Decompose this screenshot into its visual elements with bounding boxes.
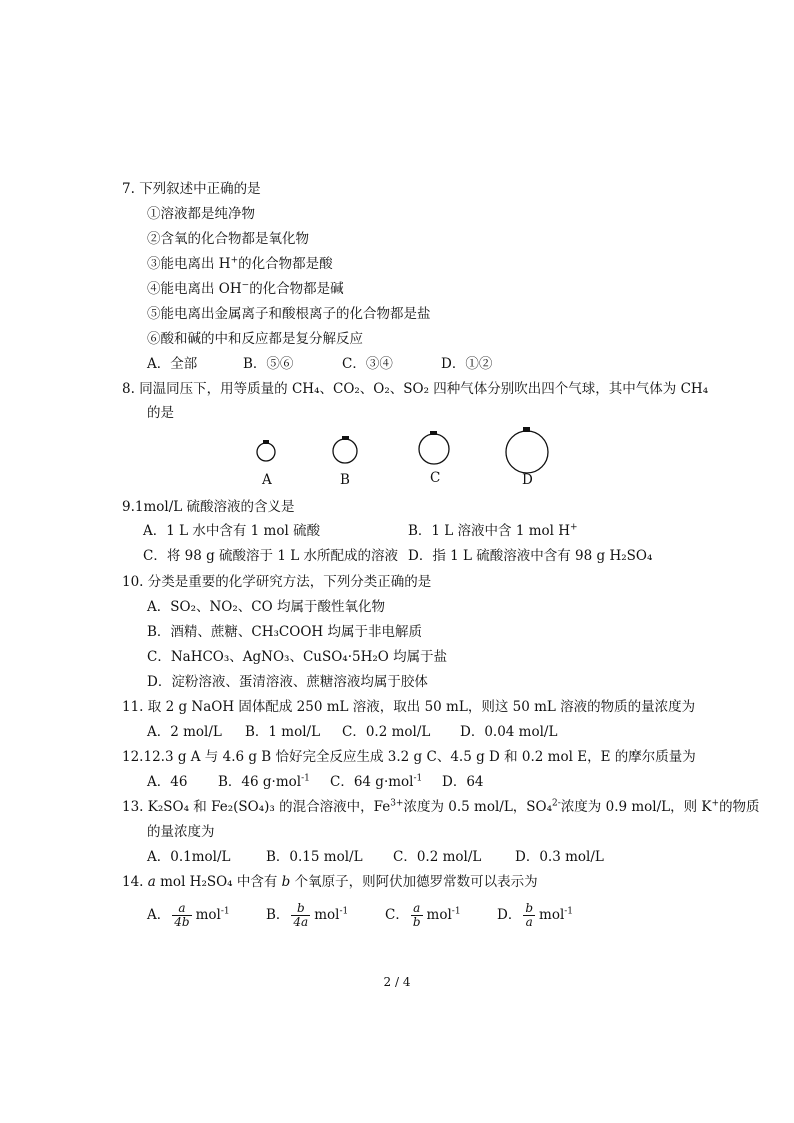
q14-fraction-b: $\frac{b}{4a}$ [293, 901, 309, 929]
q10-option-d: D．淀粉溶液、蛋清溶液、蔗糖溶液均属于胶体 [147, 674, 428, 690]
q10-option-a: A．SO₂、NO₂、CO 均属于酸性氧化物 [147, 599, 385, 615]
q8-stem-line2: 的是 [147, 405, 174, 421]
q13-option-a: A．0.1mol/L [147, 849, 231, 865]
q13-option-c: C．0.2 mol/L [393, 849, 482, 865]
q7-option-c: C．③④ [342, 356, 393, 372]
q11-option-c: C．0.2 mol/L [342, 724, 431, 740]
q7-option-a: A．全部 [147, 356, 198, 372]
balloon-a [257, 440, 275, 461]
q14-stem: 14. a mol H₂SO₄ 中含有 b 个氧原子，则阿伏加德罗常数可以表示为 [122, 874, 538, 890]
q7-statement-2: ②含氧的化合物都是氧化物 [147, 231, 309, 247]
q8-label-c: C [430, 470, 441, 486]
q8-stem-line1: 8. 同温同压下，用等质量的 CH₄、CO₂、O₂、SO₂ 四种气体分别吹出四个气球，其中气体为 CH₄ [122, 381, 709, 397]
balloon-c [419, 431, 449, 464]
q9-option-a: A．1 L 水中含有 1 mol 硫酸 [143, 523, 321, 539]
q14-fraction-c: $\frac{a}{b}$ [412, 901, 421, 929]
q12-option-d: D．64 [442, 774, 484, 790]
q11-stem: 11. 取 2 g NaOH 固体配成 250 mL 溶液，取出 50 mL，则这 50 mL 溶液的物质的量浓度为 [122, 699, 696, 715]
q14-option-b: B． $\frac{b}{4a}$ mol$^{-1}$ [266, 901, 349, 929]
q8-label-a: A [262, 472, 272, 488]
q11-option-b: B．1 mol/L [245, 724, 321, 740]
q12-option-c: C．64 g·mol$^{-1}$ [330, 773, 423, 790]
q10-option-b: B．酒精、蔗糖、CH₃COOH 均属于非电解质 [147, 624, 422, 640]
q7-statement-4: ④能电离出 OH−的化合物都是碱 [147, 280, 344, 297]
q12-option-a: A．46 [147, 774, 188, 790]
q10-stem: 10. 分类是重要的化学研究方法，下列分类正确的是 [122, 574, 432, 590]
q7-statement-6: ⑥酸和碱的中和反应都是复分解反应 [147, 331, 363, 347]
q11-option-d: D．0.04 mol/L [460, 724, 558, 740]
balloon-b [333, 436, 357, 463]
q14-option-a: A． $\frac{a}{4b}$ mol$^{-1}$ [147, 901, 230, 929]
q8-balloon-figure [250, 425, 550, 495]
q8-label-b: B [340, 472, 350, 488]
q8-label-d: D [522, 472, 533, 488]
q7-statement-1: ①溶液都是纯净物 [147, 206, 255, 222]
q9-stem: 9.1mol/L 硫酸溶液的含义是 [122, 499, 295, 515]
q7-statement-5: ⑤能电离出金属离子和酸根离子的化合物都是盐 [147, 306, 431, 322]
q13-stem-line1: 13. K₂SO₄ 和 Fe₂(SO₄)₃ 的混合溶液中，$Fe^{3+}$浓度为 0.5 mol/L，SO₄$^{2-}$浓度为 0.9 mol/L，则 K+的物质 [122, 798, 760, 815]
q7-statement-3: ③能电离出 H+的化合物都是酸 [147, 255, 333, 272]
q13-stem-line2: 的量浓度为 [147, 824, 215, 840]
balloon-d [506, 427, 548, 473]
q9-option-b: B．1 L 溶液中含 1 mol H+ [408, 522, 578, 539]
q12-stem: 12.12.3 g A 与 4.6 g B 恰好完全反应生成 3.2 g C、4.5 g D 和 0.2 mol E，E 的摩尔质量为 [122, 749, 696, 765]
q13-option-b: B．0.15 mol/L [266, 849, 363, 865]
q14-option-d: D． $\frac{b}{a}$ mol$^{-1}$ [497, 901, 574, 929]
q9-option-d: D．指 1 L 硫酸溶液中含有 98 g H₂SO₄ [408, 548, 653, 564]
q14-fraction-a: $\frac{a}{4b}$ [174, 901, 190, 929]
q7-stem: 7. 下列叙述中正确的是 [122, 181, 261, 197]
q10-option-c: C．NaHCO₃、AgNO₃、CuSO₄·5H₂O 均属于盐 [147, 649, 448, 665]
q7-option-b: B．⑤⑥ [243, 356, 294, 372]
q11-option-a: A．2 mol/L [147, 724, 222, 740]
page-number: 2 / 4 [383, 975, 411, 989]
q14-option-c: C． $\frac{a}{b}$ mol$^{-1}$ [385, 901, 461, 929]
q9-option-c: C．将 98 g 硫酸溶于 1 L 水所配成的溶液 [143, 548, 398, 564]
q14-fraction-d: $\frac{b}{a}$ [525, 901, 534, 929]
q7-option-d: D．①② [441, 356, 493, 372]
q13-option-d: D．0.3 mol/L [515, 849, 604, 865]
q12-option-b: B．46 g·mol$^{-1}$ [218, 773, 310, 790]
